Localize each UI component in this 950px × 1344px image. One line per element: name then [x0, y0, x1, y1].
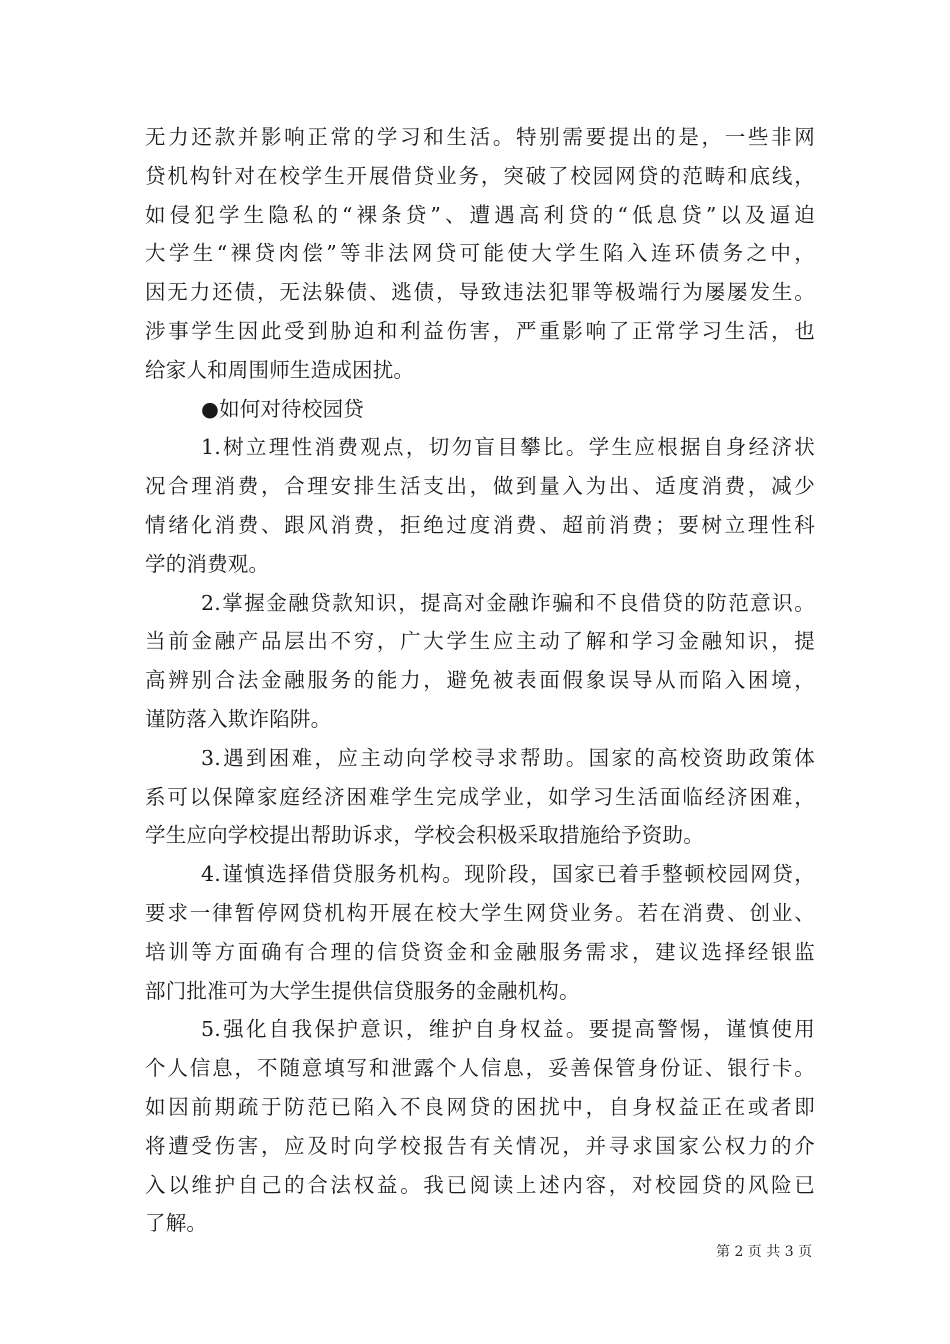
text-line: 了解。 — [145, 1211, 208, 1236]
text-line: 无力还款并影响正常的学习和生活。特别需要提出的是，一些非网 — [145, 125, 815, 149]
text-line: 学的消费观。 — [145, 551, 270, 576]
text-line: 高辨别合法金融服务的能力，避免被表面假象误导从而陷入困境， — [145, 668, 815, 693]
text-line: 1.树立理性消费观点，切勿盲目攀比。学生应根据自身经济状 — [201, 435, 815, 460]
text-line: ●如何对待校园贷 — [201, 396, 364, 421]
text-line: 3.遇到困难，应主动向学校寻求帮助。国家的高校资助政策体 — [201, 745, 815, 770]
text-line: 因无力还债，无法躲债、逃债，导致违法犯罪等极端行为屡屡发生。 — [145, 280, 815, 305]
text-line: 系可以保障家庭经济困难学生完成学业，如学习生活面临经济困难， — [145, 784, 815, 809]
text-line: 给家人和周围师生造成困扰。 — [145, 357, 415, 382]
text-line: 学生应向学校提出帮助诉求，学校会积极采取措施给予资助。 — [145, 823, 704, 848]
text-line: 2.掌握金融贷款知识，提高对金融诈骗和不良借贷的防范意识。 — [201, 590, 815, 615]
text-line: 况合理消费，合理安排生活支出，做到量入为出、适度消费，减少 — [145, 474, 815, 499]
text-line: 涉事学生因此受到胁迫和利益伤害，严重影响了正常学习生活，也 — [145, 318, 815, 343]
text-line: 4.谨慎选择借贷服务机构。现阶段，国家已着手整顿校园网贷， — [201, 862, 815, 887]
text-line: 将遭受伤害，应及时向学校报告有关情况，并寻求国家公权力的介 — [145, 1133, 815, 1158]
text-line: 大学生“裸贷肉偿”等非法网贷可能使大学生陷入连环债务之中， — [145, 241, 815, 266]
text-line: 入以维护自己的合法权益。我已阅读上述内容，对校园贷的风险已 — [145, 1172, 815, 1197]
text-line: 培训等方面确有合理的信贷资金和金融服务需求，建议选择经银监 — [145, 939, 815, 964]
text-line: 谨防落入欺诈陷阱。 — [145, 706, 332, 731]
text-line: 部门批准可为大学生提供信贷服务的金融机构。 — [145, 978, 580, 1003]
page-number-footer: 第 2 页 共 3 页 — [716, 1244, 813, 1260]
text-line: 5.强化自我保护意识，维护自身权益。要提高警惕，谨慎使用 — [201, 1017, 815, 1042]
text-line: 当前金融产品层出不穷，广大学生应主动了解和学习金融知识，提 — [145, 629, 815, 654]
text-line: 如因前期疏于防范已陷入不良网贷的困扰中，自身权益正在或者即 — [145, 1094, 815, 1119]
text-line: 情绪化消费、跟风消费，拒绝过度消费、超前消费；要树立理性科 — [145, 512, 815, 537]
document-body — [145, 118, 815, 1243]
text-line: 贷机构针对在校学生开展借贷业务，突破了校园网贷的范畴和底线， — [145, 163, 815, 188]
text-line: 如侵犯学生隐私的“裸条贷”、遭遇高利贷的“低息贷”以及逼迫 — [145, 202, 815, 227]
text-line: 要求一律暂停网贷机构开展在校大学生网贷业务。若在消费、创业、 — [145, 900, 815, 925]
text-line: 个人信息，不随意填写和泄露个人信息，妥善保管身份证、银行卡。 — [145, 1056, 815, 1081]
